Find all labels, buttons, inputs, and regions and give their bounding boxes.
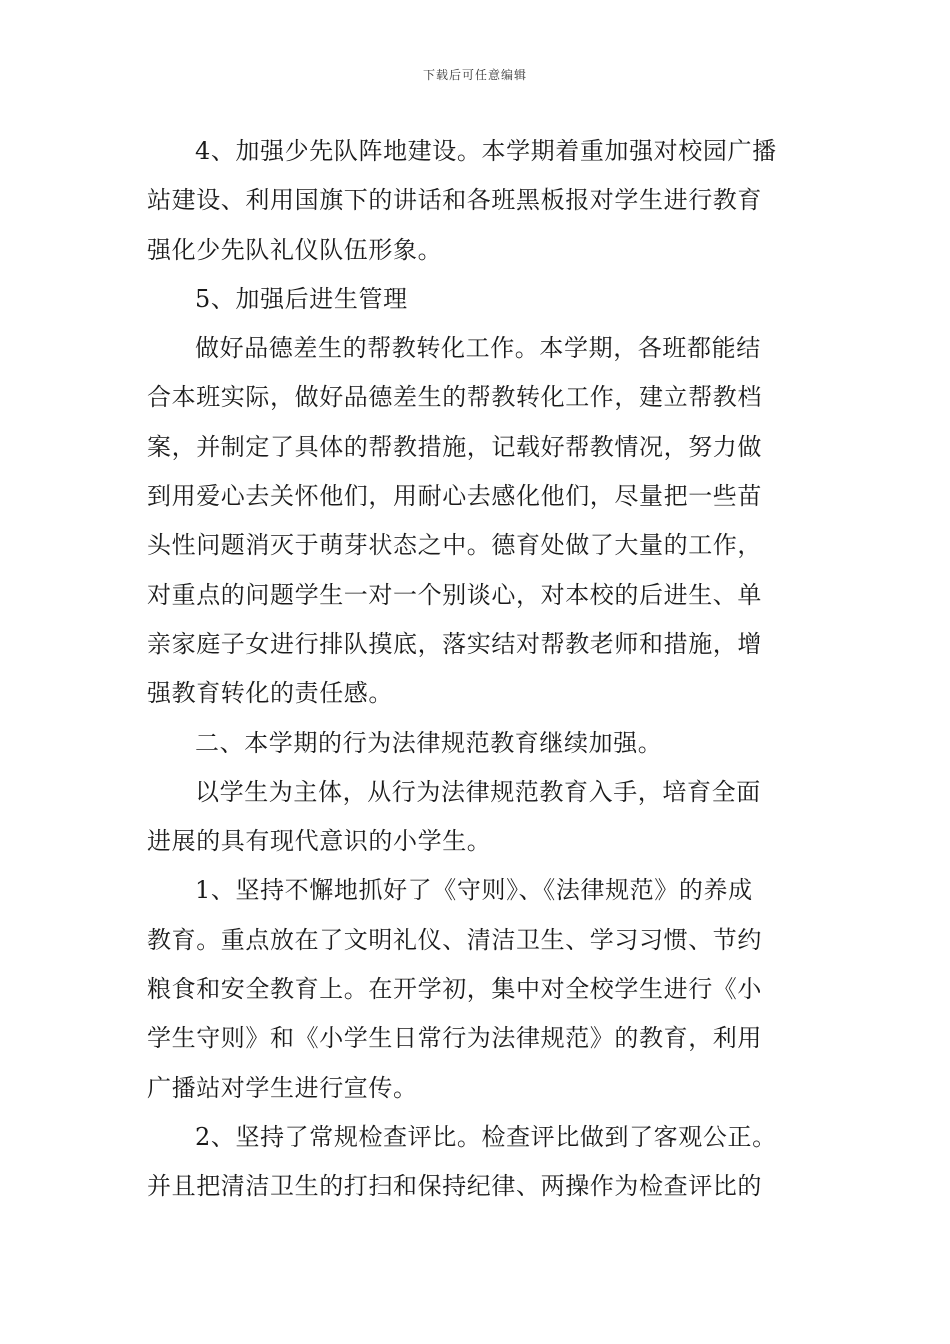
text-line: 强化少先队礼仪队伍形象。: [147, 235, 443, 264]
text-line: 并且把清洁卫生的打扫和保持纪律、两操作为检查评比的: [147, 1172, 762, 1201]
document-body: [147, 127, 807, 1212]
text-line: 案，并制定了具体的帮教措施，记载好帮教情况，努力做: [147, 432, 762, 461]
text-line: 头性问题消灭于萌芽状态之中。德育处做了大量的工作，: [147, 531, 762, 560]
text-line: 合本班实际，做好品德差生的帮教转化工作，建立帮教档: [147, 383, 762, 412]
text-line: 做好品德差生的帮教转化工作。本学期，各班都能结: [195, 334, 761, 363]
text-line: 教育。重点放在了文明礼仪、清洁卫生、学习习惯、节约: [147, 925, 762, 954]
text-line: 站建设、利用国旗下的讲话和各班黑板报对学生进行教育: [147, 186, 762, 215]
text-line: 强教育转化的责任感。: [147, 679, 393, 708]
text-line: 1、坚持不懈地抓好了《守则》、《法律规范》的养成: [195, 876, 753, 905]
text-line: 5、加强后进生管理: [195, 284, 408, 313]
text-line: 广播站对学生进行宣传。: [147, 1073, 418, 1102]
text-line: 亲家庭子女进行排队摸底，落实结对帮教老师和措施，增: [147, 629, 762, 658]
text-line: 对重点的问题学生一对一个别谈心，对本校的后进生、单: [147, 580, 762, 609]
text-line: 学生守则》和《小学生日常行为法律规范》的教育，利用: [147, 1024, 762, 1053]
text-line: 到用爱心去关怀他们，用耐心去感化他们，尽量把一些苗: [147, 482, 762, 511]
text-line: 二、本学期的行为法律规范教育继续加强。: [195, 728, 663, 757]
text-line: 4、加强少先队阵地建设。本学期着重加强对校园广播: [195, 137, 777, 165]
page-header: 下载后可任意编辑: [422, 68, 527, 82]
text-line: 粮食和安全教育上。在开学初，集中对全校学生进行《小: [147, 975, 762, 1004]
text-line: 进展的具有现代意识的小学生。: [147, 827, 492, 856]
text-line: 2、坚持了常规检查评比。检查评比做到了客观公正。: [195, 1122, 777, 1151]
text-line: 以学生为主体，从行为法律规范教育入手，培育全面: [195, 777, 761, 806]
